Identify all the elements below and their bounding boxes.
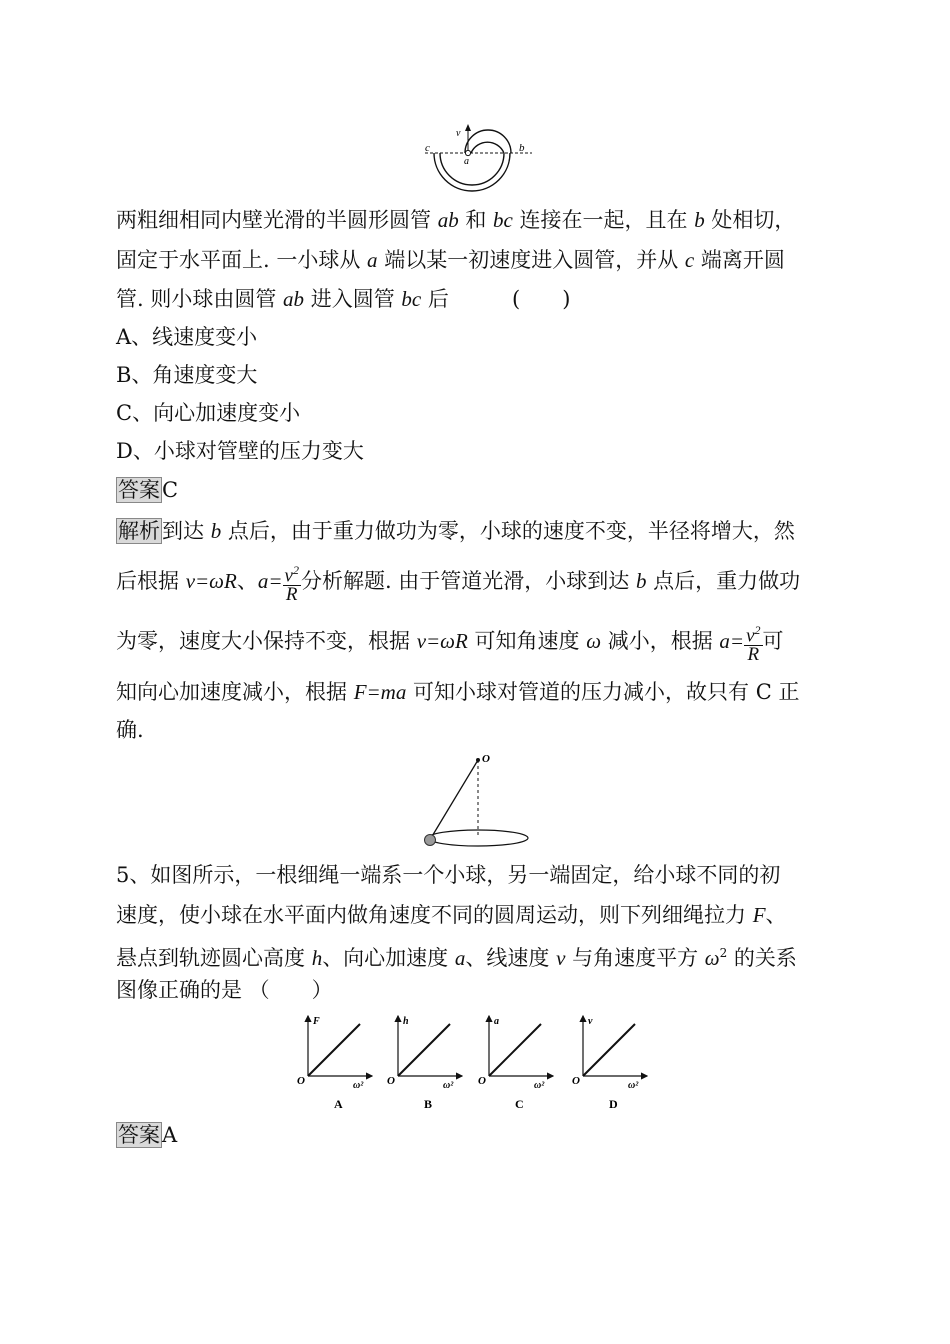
q5-line-2: 速度，使小球在水平面内做角速度不同的圆周运动，则下列细绳拉力 F、 — [116, 903, 787, 927]
label-c: c — [425, 142, 430, 154]
svg-text:ω²: ω² — [628, 1080, 639, 1091]
svg-text:O: O — [478, 1075, 486, 1087]
label-a: a — [464, 156, 469, 167]
answer-tag: 答案 — [118, 478, 160, 502]
svg-text:A: A — [334, 1097, 343, 1111]
graph-a — [297, 1016, 372, 1111]
fraction-v2-over-r: $\frac{v^2}{R}$ — [284, 562, 299, 606]
q4-analysis-line-4: 知向心加速度减小，根据 F=ma 可知小球对管道的压力减小，故只有 C 正 — [116, 680, 800, 704]
q4-blank: ( ) — [512, 287, 571, 311]
label-o: O — [482, 753, 490, 765]
answer-value: C — [162, 478, 179, 502]
q4-analysis-line-1: 解析到达 b 点后，由于重力做功为零，小球的速度不变，半径将增大，然 — [118, 519, 795, 543]
svg-text:B: B — [424, 1097, 433, 1111]
svg-text:a: a — [494, 1016, 499, 1027]
answer-tag-2: 答案 — [118, 1123, 160, 1147]
graph-c — [478, 1016, 553, 1111]
svg-text:v: v — [588, 1016, 593, 1027]
svg-text:C: C — [515, 1097, 524, 1111]
q4-analysis-line-5: 确. — [116, 718, 144, 742]
svg-text:h: h — [403, 1016, 409, 1027]
svg-text:ω²: ω² — [443, 1080, 454, 1091]
svg-text:ω²: ω² — [353, 1080, 364, 1091]
graph-d — [572, 1016, 647, 1111]
label-v: v — [456, 128, 461, 139]
q4-line-1: 两粗细相同内壁光滑的半圆形圆管 ab 和 bc 连接在一起，且在 b 处相切， — [116, 208, 796, 232]
fraction-v2-over-r-2: $\frac{v^2}{R}$ — [746, 622, 761, 666]
svg-text:F: F — [313, 1016, 320, 1027]
answer-value-2: A — [162, 1123, 178, 1147]
q5-line-1: 5、如图所示，一根细绳一端系一个小球，另一端固定，给小球不同的初 — [116, 863, 781, 887]
q4-option-c: C、向心加速度变小 — [116, 401, 301, 425]
q4-analysis-line-3: 为零，速度大小保持不变，根据 v=ωR 可知角速度 ω 减小，根据 a= $\frac{v^2}{R}$ 可 — [116, 622, 784, 666]
q4-option-b: B、角速度变大 — [116, 363, 258, 387]
svg-text:O: O — [387, 1075, 395, 1087]
q4-line-3: 管. 则小球由圆管 ab 进入圆管 bc 后 — [116, 287, 449, 311]
svg-text:O: O — [572, 1075, 580, 1087]
analysis-tag: 解析 — [118, 519, 160, 543]
graph-options — [290, 1012, 670, 1114]
svg-text:ω²: ω² — [534, 1080, 545, 1091]
q4-option-a: A、线速度变小 — [116, 325, 258, 349]
tube-figure — [420, 118, 535, 200]
svg-text:O: O — [297, 1075, 305, 1087]
q4-answer — [116, 475, 178, 505]
svg-text:D: D — [609, 1097, 618, 1111]
q4-line-2: 固定于水平面上. 一小球从 a 端以某一初速度进入圆管，并从 c 端离开圆 — [116, 248, 785, 272]
q4-option-d: D、小球对管壁的压力变大 — [116, 439, 364, 463]
q5-answer — [116, 1120, 177, 1150]
q5-line-4: 图像正确的是 （ ） — [116, 978, 333, 1002]
q4-analysis-line-2: 后根据 v=ωR、a= $\frac{v^2}{R}$ 分析解题. 由于管道光滑，小球到达 b 点后，重力做功 — [116, 562, 801, 606]
graph-b — [387, 1016, 462, 1111]
q5-line-3: 悬点到轨迹圆心高度 h、向心加速度 a、线速度 v 与角速度平方 $\omega^2$ 的关系 — [116, 946, 797, 970]
conical-pendulum-figure — [418, 748, 538, 850]
label-b: b — [519, 142, 525, 154]
